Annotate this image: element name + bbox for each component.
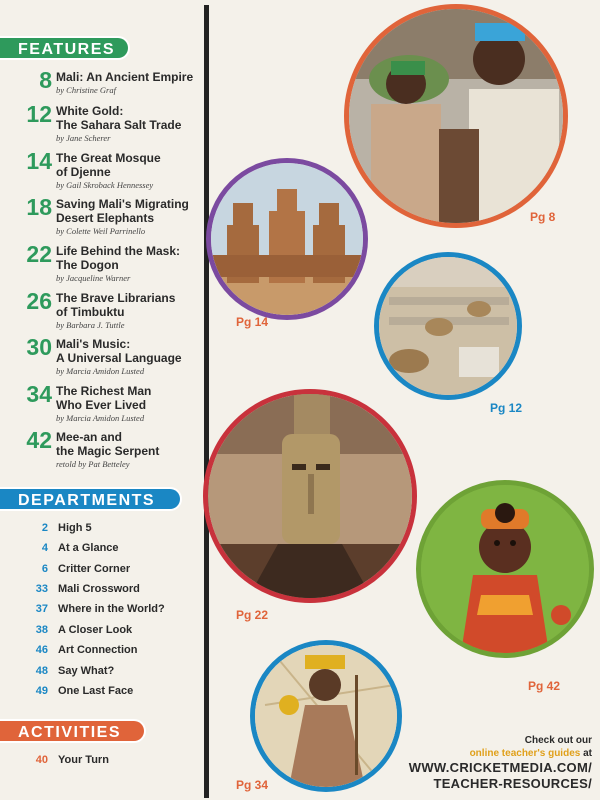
teacher-guides-promo bbox=[380, 734, 592, 792]
department-page-number: 2 bbox=[41, 522, 48, 534]
column-divider bbox=[204, 5, 209, 798]
feature-page-number: 26 bbox=[26, 288, 52, 314]
activity-page-number: 40 bbox=[35, 754, 48, 766]
department-label: Where in the World? bbox=[58, 603, 165, 615]
feature-title: Mee-an and the Magic Serpent bbox=[56, 430, 160, 458]
activities-heading: ACTIVITIES bbox=[0, 719, 146, 743]
website-url-line2[interactable]: TEACHER-RESOURCES/ bbox=[433, 776, 592, 791]
feature-byline: retold by Pat Betteley bbox=[56, 459, 130, 469]
feature-page-number: 42 bbox=[26, 427, 52, 453]
department-page-number: 33 bbox=[35, 583, 48, 595]
feature-page-number: 8 bbox=[39, 67, 52, 93]
department-page-number: 49 bbox=[35, 685, 48, 697]
children-photo[interactable] bbox=[344, 4, 568, 228]
feature-byline: by Jacqueline Warner bbox=[56, 273, 131, 283]
feature-title: The Great Mosque of Djenne bbox=[56, 151, 161, 179]
children-page-label: Pg 8 bbox=[530, 210, 556, 224]
department-page-number: 48 bbox=[35, 665, 48, 677]
feature-byline: by Colette Weil Parrinello bbox=[56, 226, 146, 236]
mask-illustration bbox=[208, 394, 412, 598]
teacher-guides-link[interactable]: online teacher's guides bbox=[469, 748, 581, 759]
department-page-number: 46 bbox=[35, 644, 48, 656]
activity-label: Your Turn bbox=[58, 754, 109, 766]
feature-page-number: 30 bbox=[26, 334, 52, 360]
feature-byline: by Christine Graf bbox=[56, 85, 116, 95]
department-label: One Last Face bbox=[58, 685, 134, 697]
department-page-number: 37 bbox=[35, 603, 48, 615]
feature-page-number: 22 bbox=[26, 241, 52, 267]
department-label: Critter Corner bbox=[58, 563, 131, 575]
mosque-page-label: Pg 14 bbox=[236, 315, 269, 329]
feature-title: The Brave Librarians of Timbuktu bbox=[56, 291, 176, 319]
department-label: At a Glance bbox=[58, 542, 119, 554]
feature-byline: by Marcia Amidon Lusted bbox=[56, 366, 145, 376]
serpent-story-illustration[interactable] bbox=[416, 480, 594, 658]
mosque-photo[interactable] bbox=[206, 158, 368, 320]
king-page-label: Pg 34 bbox=[236, 778, 269, 792]
feature-page-number: 34 bbox=[26, 381, 52, 407]
promo-intro: Check out our bbox=[524, 735, 592, 746]
department-page-number: 6 bbox=[41, 563, 48, 575]
feature-title: Mali's Music: A Universal Language bbox=[56, 337, 182, 365]
department-label: A Closer Look bbox=[58, 624, 133, 636]
serpent-page-label: Pg 42 bbox=[528, 679, 561, 693]
storyteller-illustration bbox=[421, 485, 589, 653]
department-label: Mali Crossword bbox=[58, 583, 140, 595]
feature-title: Life Behind the Mask: The Dogon bbox=[56, 244, 181, 272]
camels-illustration bbox=[379, 257, 517, 395]
camels-photo[interactable] bbox=[374, 252, 522, 400]
feature-byline: by Barbara J. Tuttle bbox=[56, 320, 125, 330]
departments-heading: DEPARTMENTS bbox=[0, 487, 182, 511]
mosque-illustration bbox=[211, 163, 363, 315]
promo-at: at bbox=[580, 748, 592, 759]
king-artwork bbox=[255, 645, 397, 787]
feature-title: White Gold: The Sahara Salt Trade bbox=[56, 104, 182, 132]
features-heading: FEATURES bbox=[0, 36, 130, 60]
department-label: Say What? bbox=[58, 665, 115, 677]
department-label: High 5 bbox=[58, 522, 92, 534]
feature-byline: by Gail Skroback Hennessey bbox=[56, 180, 154, 190]
mask-page-label: Pg 22 bbox=[236, 608, 269, 622]
feature-title: Saving Mali's Migrating Desert Elephants bbox=[56, 197, 189, 225]
promo-guides-line bbox=[380, 747, 592, 760]
children-illustration bbox=[349, 9, 563, 223]
department-page-number: 38 bbox=[35, 624, 48, 636]
feature-byline: by Jane Scherer bbox=[56, 133, 111, 143]
feature-page-number: 14 bbox=[26, 148, 52, 174]
feature-title: The Richest Man Who Ever Lived bbox=[56, 384, 152, 412]
feature-page-number: 18 bbox=[26, 194, 52, 220]
camels-page-label: Pg 12 bbox=[490, 401, 523, 415]
department-page-number: 4 bbox=[41, 542, 48, 554]
website-url-line1[interactable]: WWW.CRICKETMEDIA.COM/ bbox=[408, 760, 592, 775]
mask-photo[interactable] bbox=[203, 389, 417, 603]
feature-title: Mali: An Ancient Empire bbox=[56, 70, 194, 84]
department-label: Art Connection bbox=[58, 644, 138, 656]
feature-byline: by Marcia Amidon Lusted bbox=[56, 413, 145, 423]
feature-page-number: 12 bbox=[26, 101, 52, 127]
